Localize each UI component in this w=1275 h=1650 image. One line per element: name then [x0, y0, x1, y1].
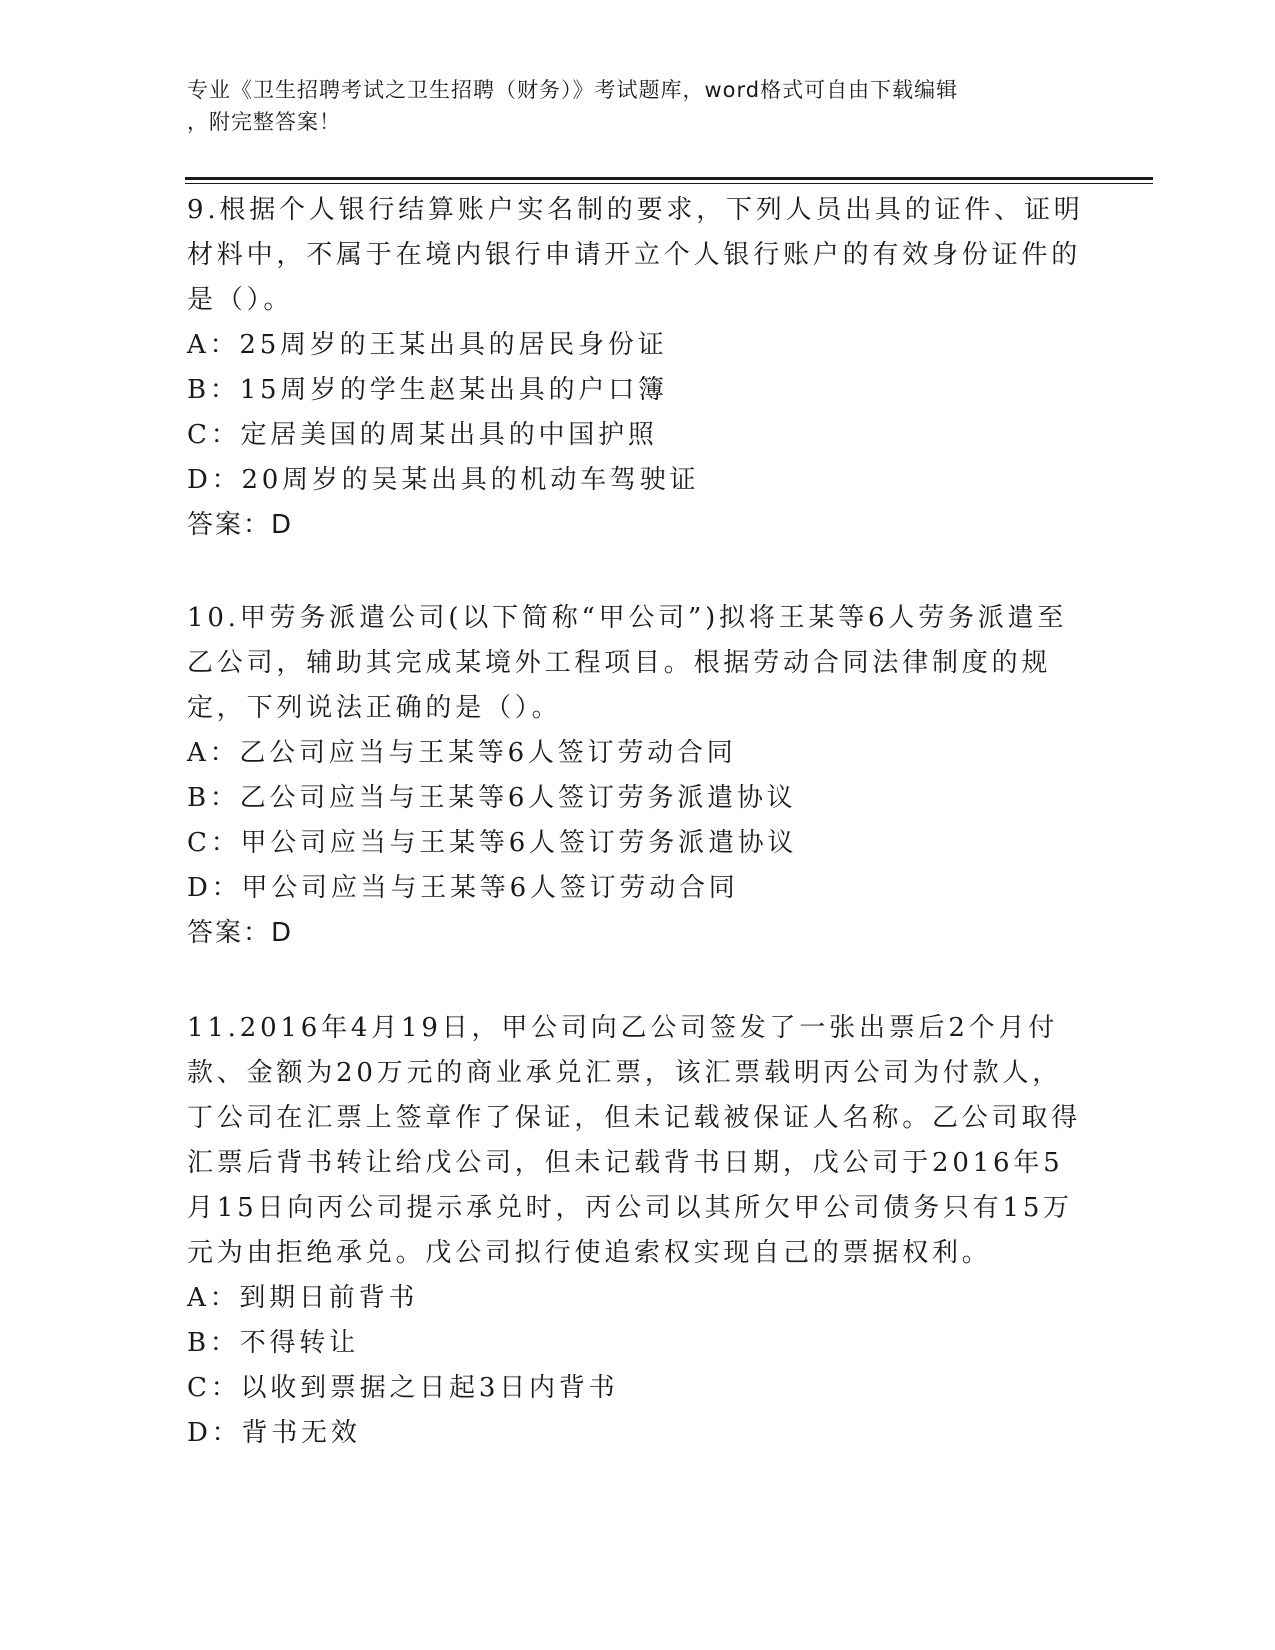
- question-11: [187, 1006, 1087, 1456]
- answer: 答案：D: [187, 918, 294, 948]
- answer: 答案：D: [187, 510, 294, 540]
- option-c: C：定居美国的周某出具的中国护照: [187, 420, 658, 450]
- document-header: 专业《卫生招聘考试之卫生招聘（财务）》考试题库，word格式可自由下载编辑 ，附完整答案！: [187, 78, 959, 134]
- option-a: A：25周岁的王某出具的居民身份证: [187, 330, 668, 360]
- question-stem: 11.2016年4月19日，甲公司向乙公司签发了一张出票后2个月付款、金额为20万元的商业承兑汇票，该汇票载明丙公司为付款人，丁公司在汇票上签章作了保证，但未记载被保证人名称。乙公司取得汇票后背书转让给戊公司，但未记载背书日期，戊公司于2016年5月15日向丙公司提示承兑时，丙公司以其所欠甲公司债务只有15万元为由拒绝承兑。戊公司拟行使追索权实现自己的票据权利。: [187, 1013, 1082, 1268]
- option-a: A：到期日前背书: [187, 1283, 419, 1313]
- question-9: [187, 188, 1087, 548]
- question-10: [187, 596, 1087, 956]
- option-c: C：甲公司应当与王某等6人签订劳务派遣协议: [187, 828, 798, 858]
- option-b: B：15周岁的学生赵某出具的户口簿: [187, 375, 668, 405]
- option-a: A：乙公司应当与王某等6人签订劳动合同: [187, 738, 737, 768]
- option-d: D：20周岁的吴某出具的机动车驾驶证: [187, 465, 700, 495]
- question-stem: 9.根据个人银行结算账户实名制的要求，下列人员出具的证件、证明材料中，不属于在境内银行申请开立个人银行账户的有效身份证件的是（）。: [187, 195, 1084, 315]
- option-b: B：不得转让: [187, 1328, 359, 1358]
- option-c: C：以收到票据之日起3日内背书: [187, 1373, 619, 1403]
- question-stem: 10.甲劳务派遣公司(以下简称“甲公司”)拟将王某等6人劳务派遣至乙公司，辅助其完成某境外工程项目。根据劳动合同法律制度的规定，下列说法正确的是（）。: [187, 603, 1068, 723]
- option-b: B：乙公司应当与王某等6人签订劳务派遣协议: [187, 783, 797, 813]
- header-divider-thin: [185, 183, 1153, 184]
- header-divider-thick: [185, 177, 1153, 180]
- option-d: D：背书无效: [187, 1418, 361, 1448]
- option-d: D：甲公司应当与王某等6人签订劳动合同: [187, 873, 739, 903]
